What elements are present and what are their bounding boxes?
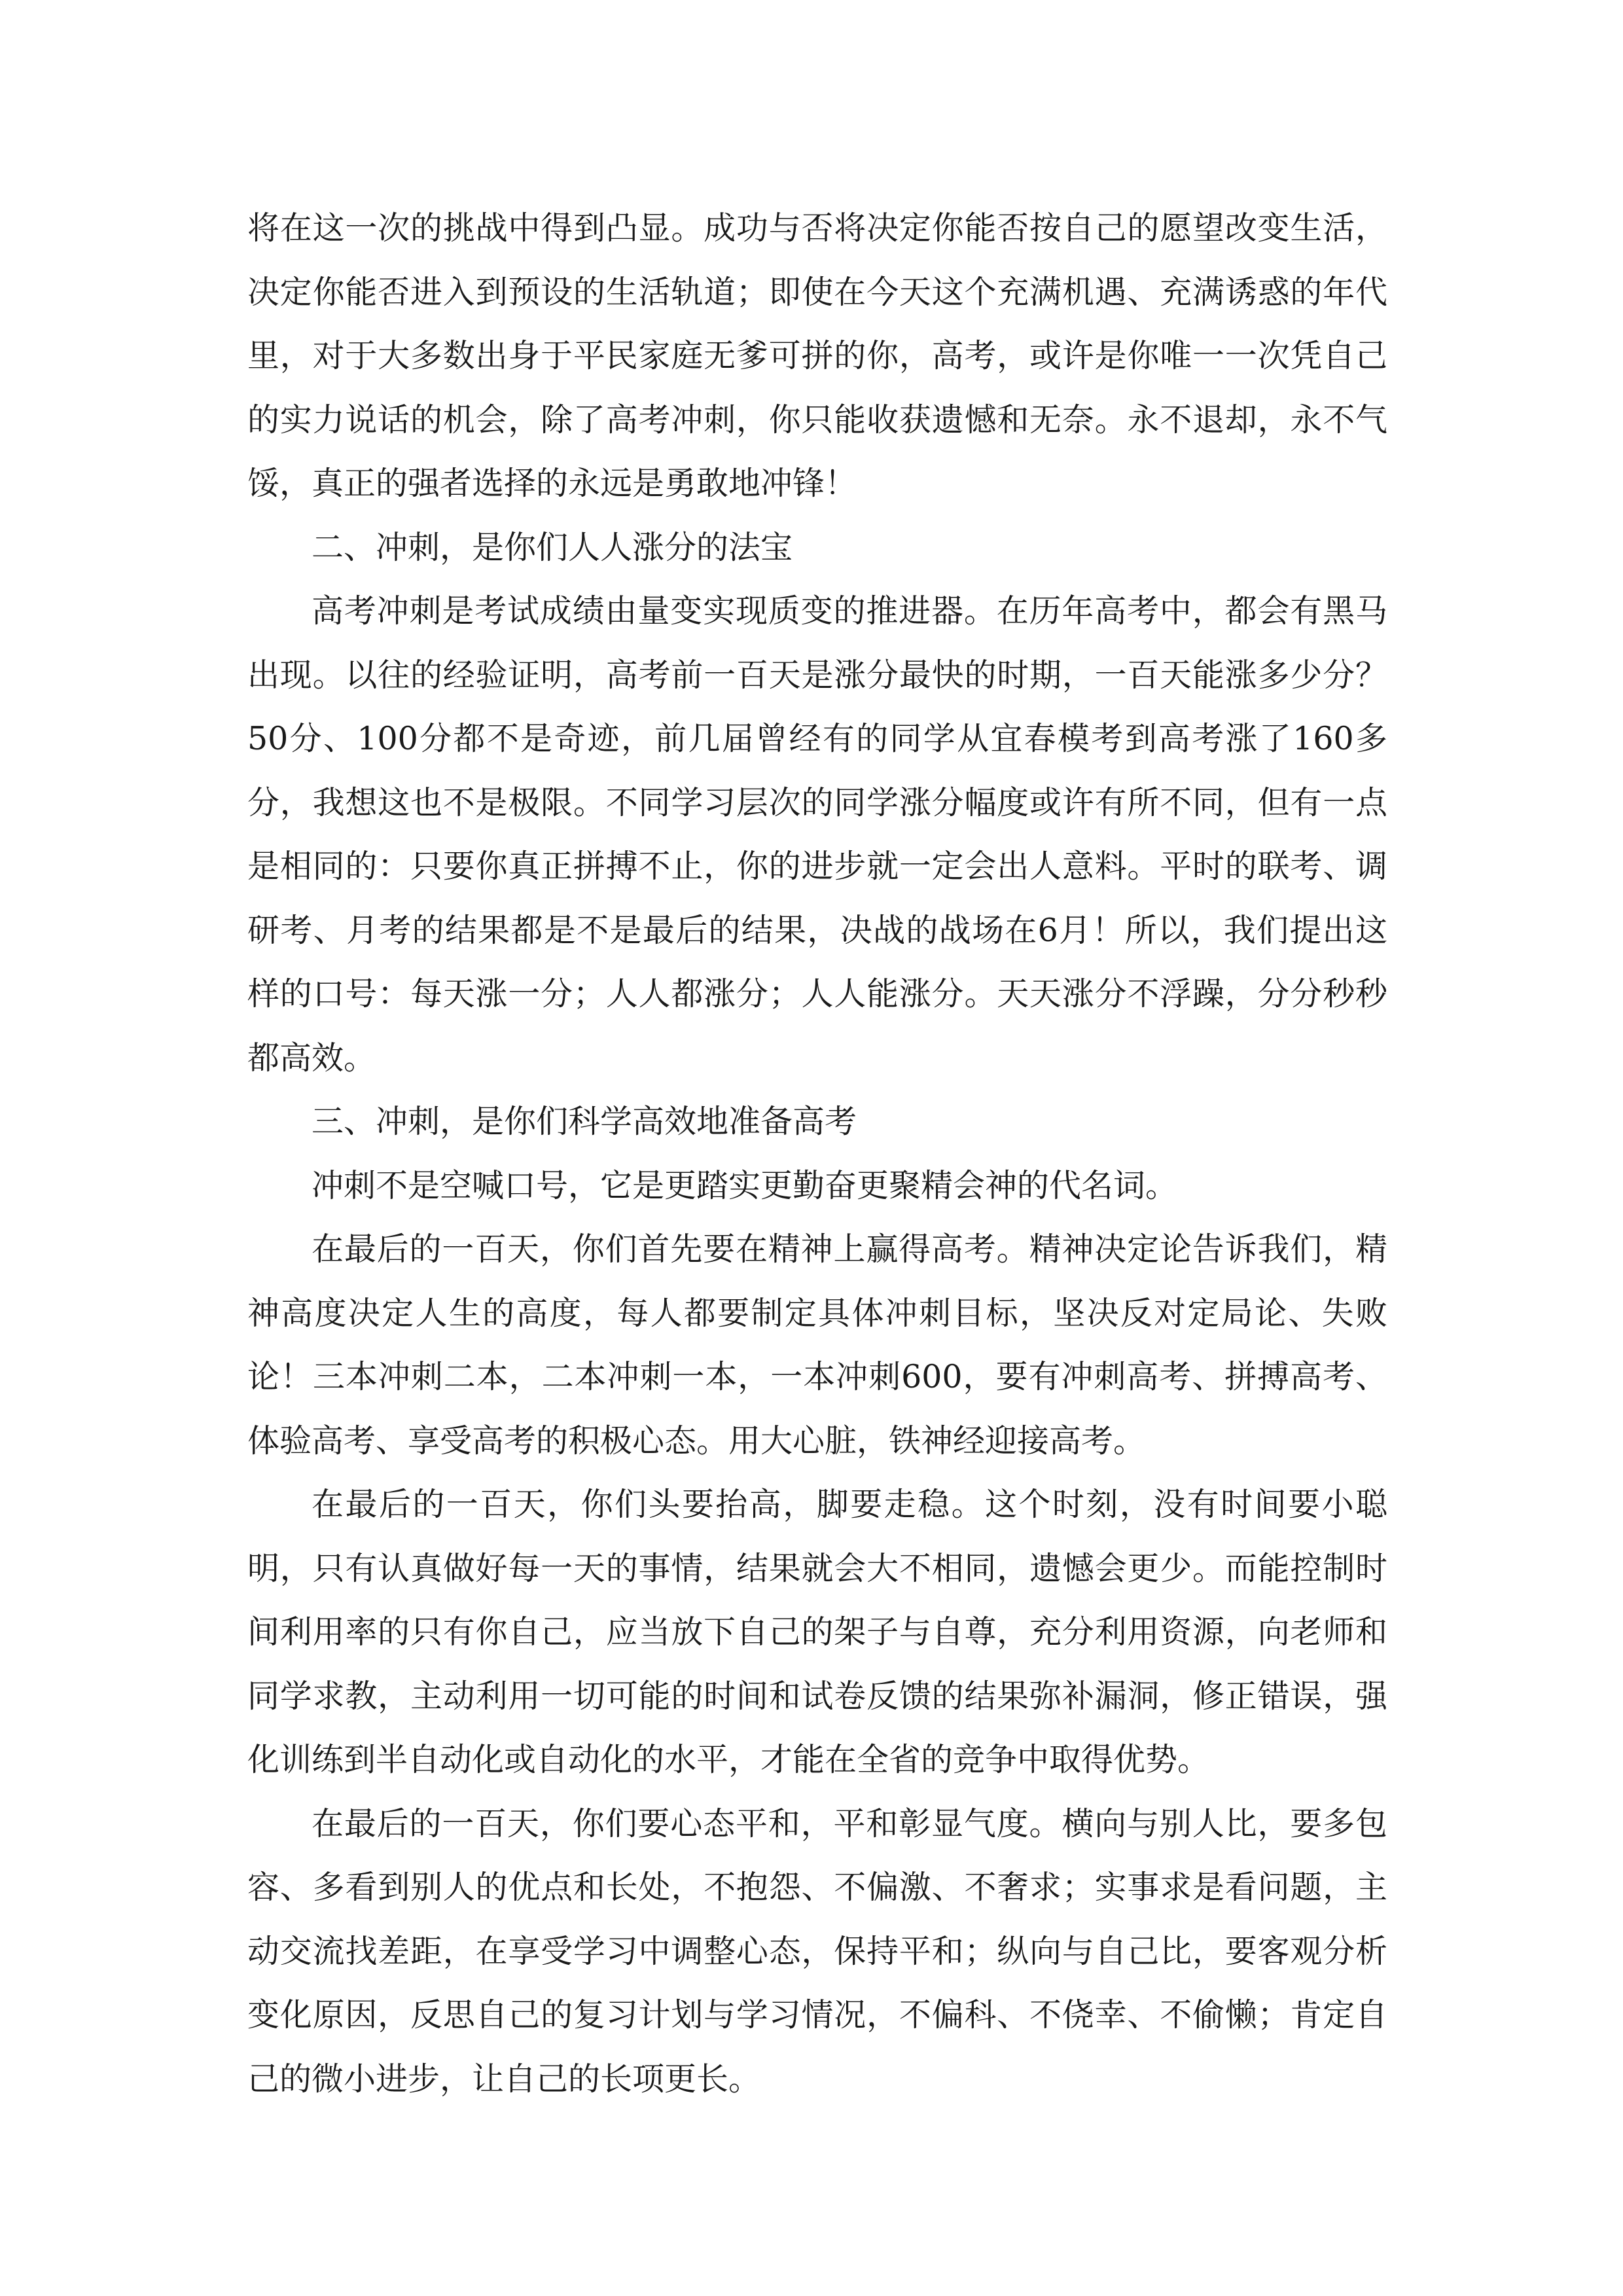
- section-heading-3: 三、冲刺，是你们科学高效地准备高考: [312, 1103, 857, 1140]
- paragraph: 在最后的一百天，你们头要抬高，脚要走稳。这个时刻，没有时间要小聪明，只有认真做好每一天的事情，结果就会大不相同，遗憾会更少。而能控制时间利用率的只有你自己，应当放下自己的架子与自尊，充分利用资源，向老师和同学求教，主动利用一切可能的时间和试卷反馈的结果弥补漏洞，修正错误，强化训练到半自动化或自动化的水平，才能在全省的竞争中取得优势。: [247, 1486, 1387, 1778]
- section-heading-2: 二、冲刺，是你们人人涨分的法宝: [312, 528, 793, 566]
- paragraph-continued: 将在这一次的挑战中得到凸显。成功与否将决定你能否按自己的愿望改变生活，决定你能否进入到预设的生活轨道；即使在今天这个充满机遇、充满诱惑的年代里，对于大多数出身于平民家庭无爹可拼的你，高考，或许是你唯一一次凭自己的实力说话的机会，除了高考冲刺，你只能收获遗憾和无奈。永不退却，永不气馁，真正的强者选择的永远是勇敢地冲锋！: [247, 209, 1387, 502]
- paragraph: 高考冲刺是考试成绩由量变实现质变的推进器。在历年高考中，都会有黑马出现。以往的经验证明，高考前一百天是涨分最快的时期，一百天能涨多少分？50分、100分都不是奇迹，前几届曾经有的同学从宜春模考到高考涨了160多分，我想这也不是极限。不同学习层次的同学涨分幅度或许有所不同，但有一点是相同的：只要你真正拼搏不止，你的进步就一定会出人意料。平时的联考、调研考、月考的结果都是不是最后的结果，决战的战场在6月！所以，我们提出这样的口号：每天涨一分；人人都涨分；人人能涨分。天天涨分不浮躁，分分秒秒都高效。: [247, 592, 1387, 1077]
- body-text: [247, 196, 1387, 2111]
- paragraph: 冲刺不是空喊口号，它是更踏实更勤奋更聚精会神的代名词。: [312, 1166, 1178, 1204]
- paragraph: 在最后的一百天，你们首先要在精神上赢得高考。精神决定论告诉我们，精神高度决定人生的高度，每人都要制定具体冲刺目标，坚决反对定局论、失败论！三本冲刺二本，二本冲刺一本，一本冲刺600，要有冲刺高考、拼搏高考、体验高考、享受高考的积极心态。用大心脏，铁神经迎接高考。: [247, 1230, 1387, 1460]
- paragraph: 在最后的一百天，你们要心态平和，平和彰显气度。横向与别人比，要多包容、多看到别人的优点和长处，不抱怨、不偏激、不奢求；实事求是看问题，主动交流找差距，在享受学习中调整心态，保持平和；纵向与自己比，要客观分析变化原因，反思自己的复习计划与学习情况，不偏科、不侥幸、不偷懒；肯定自己的微小进步，让自己的长项更长。: [247, 1804, 1387, 2098]
